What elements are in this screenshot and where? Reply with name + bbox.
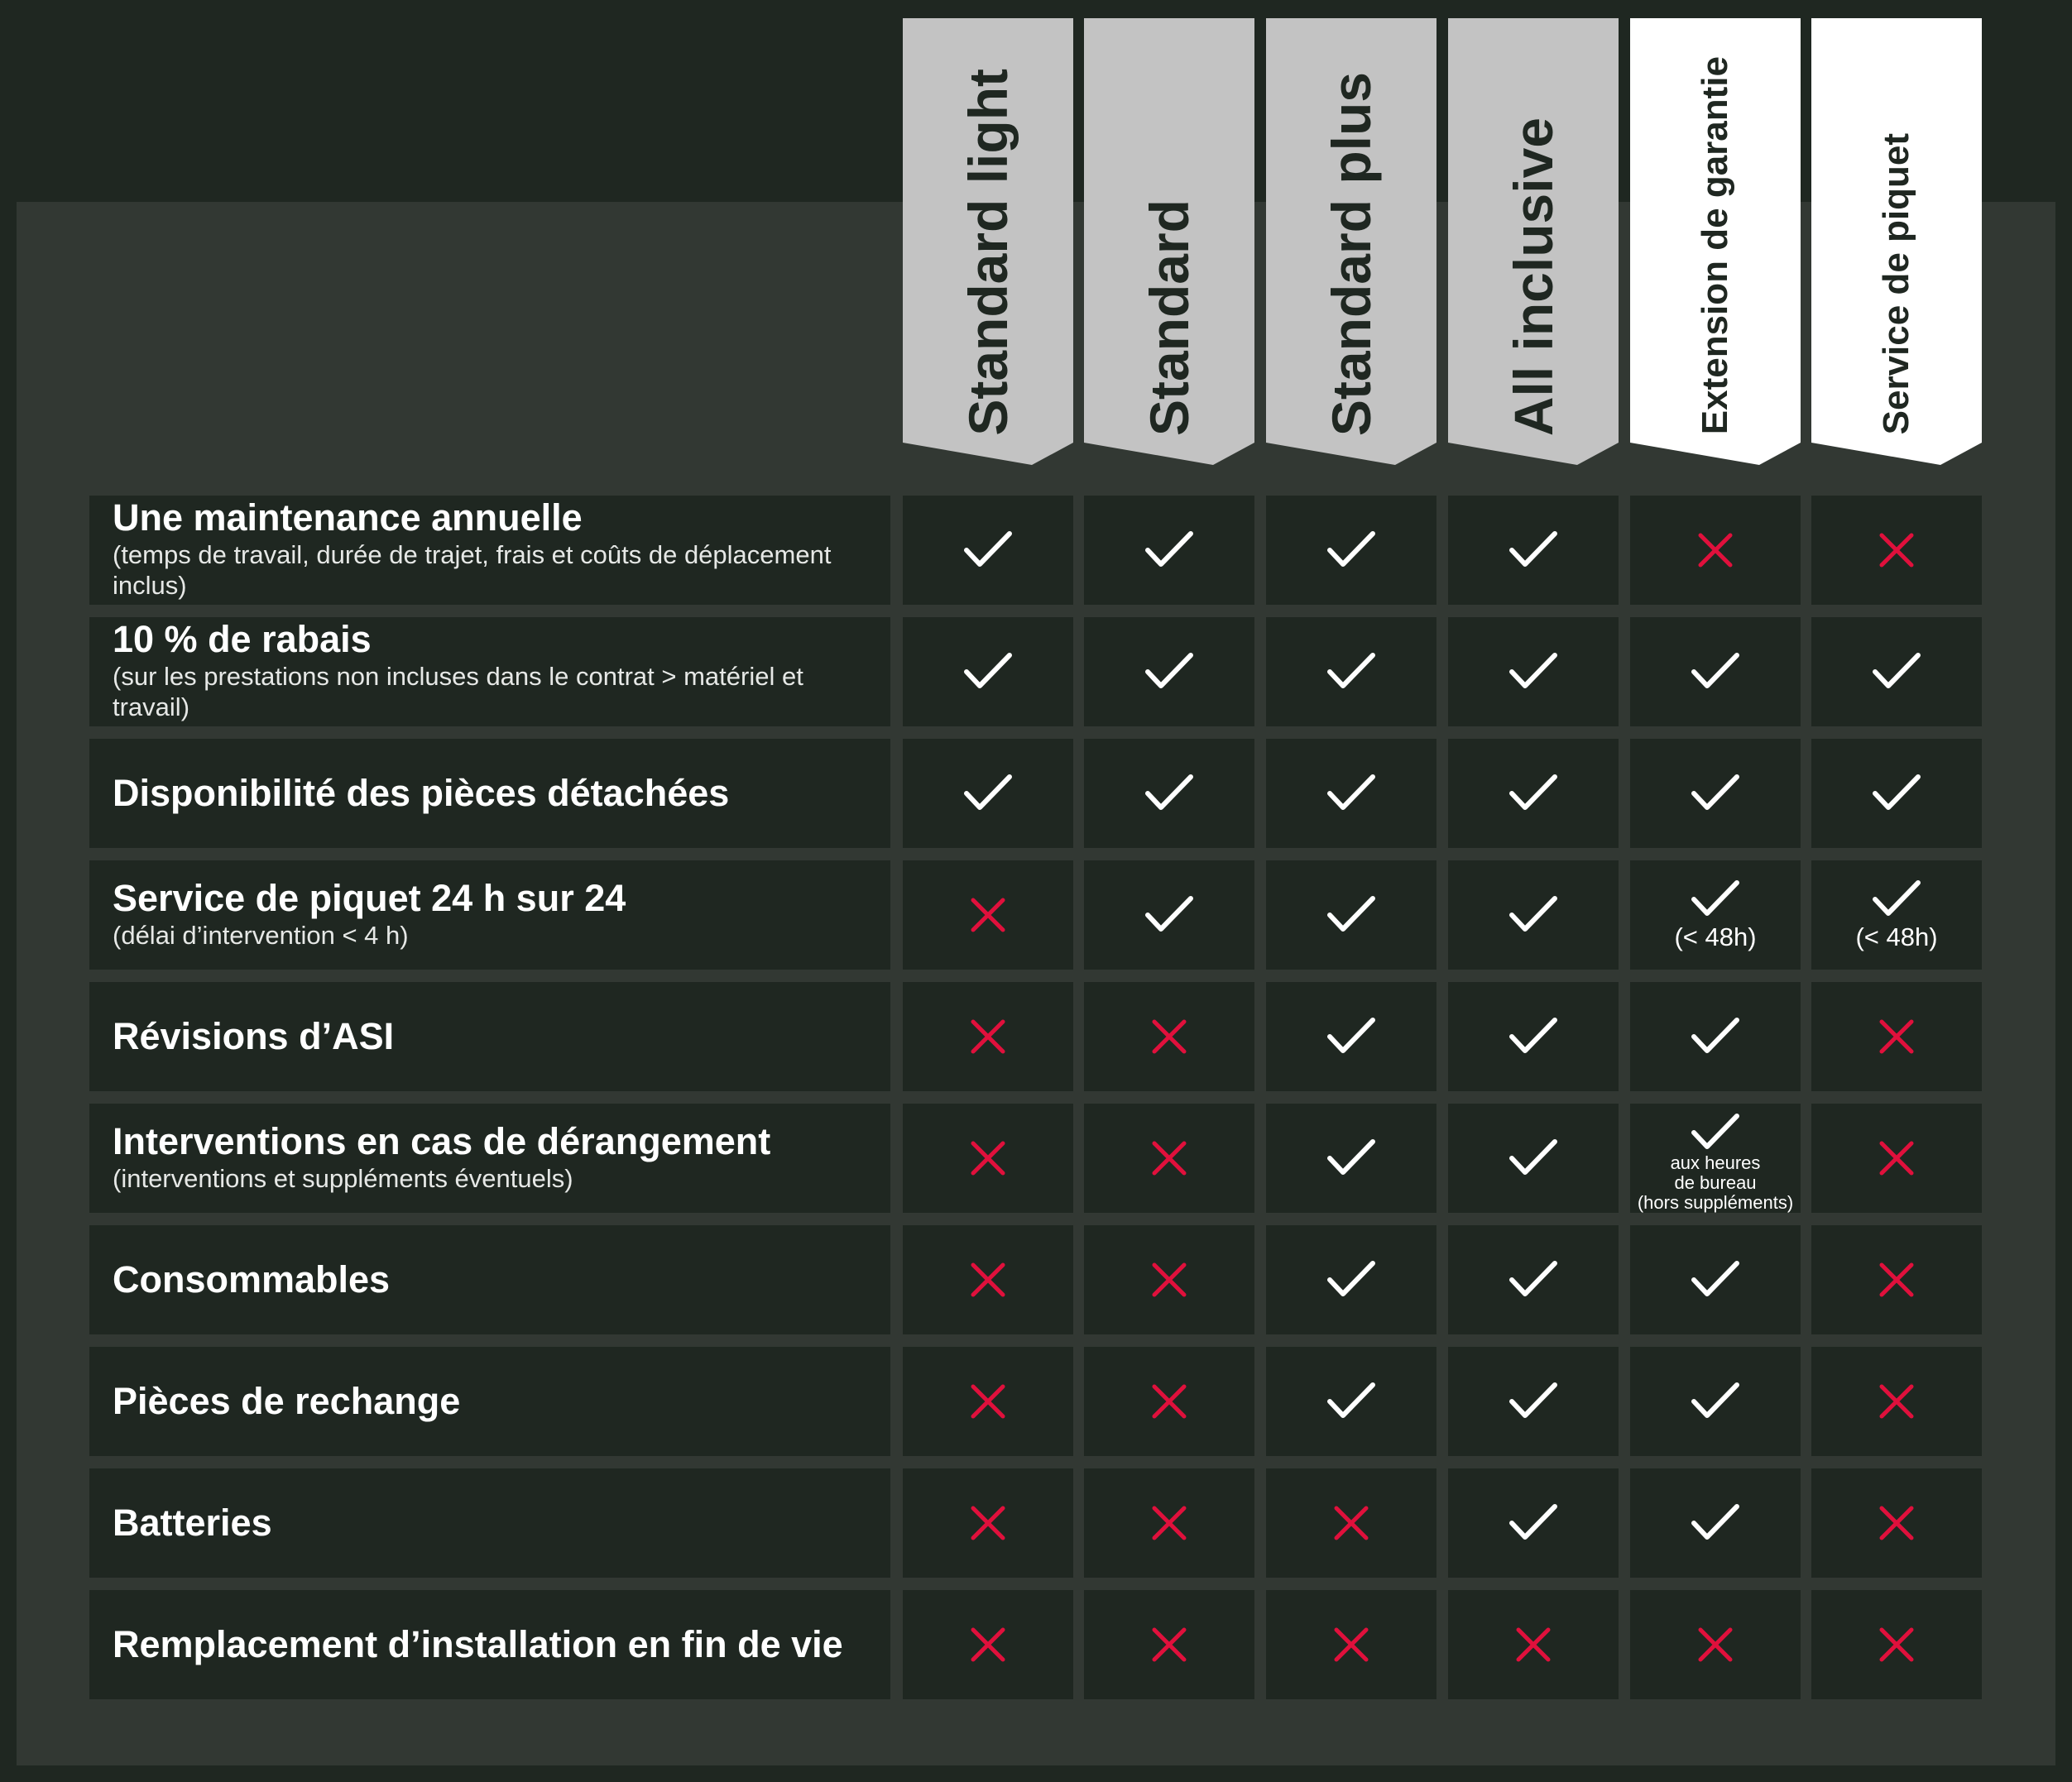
table-cell [1811,1590,1982,1699]
table-cell [903,496,1073,605]
table-cell [903,739,1073,848]
table-cell [1630,1590,1801,1699]
cross-icon [1151,1140,1187,1176]
table-cell [1266,739,1436,848]
check-icon [1691,1016,1740,1057]
row-label-une-maintenance-annuelle [89,496,890,605]
table-cell [1811,1225,1982,1334]
table-cell [903,982,1073,1091]
table-cell [1630,1225,1801,1334]
cross-icon [1151,1505,1187,1541]
cross-icon [1333,1626,1369,1663]
cross-icon [1878,1140,1915,1176]
cell-note: (< 48h) [1674,922,1757,951]
check-icon [1691,651,1740,692]
table-cell [1266,982,1436,1091]
table-cell [1084,1104,1254,1213]
table-cell [903,617,1073,726]
check-icon [963,651,1013,692]
table-cell [1448,860,1619,970]
check-icon [1326,1381,1376,1422]
column-header-extension-de-garantie [1630,18,1801,465]
check-icon [1326,1259,1376,1301]
row-subtitle: (temps de travail, durée de trajet, frais et coûts de déplacement inclus) [113,540,832,600]
column-header-standard-light [903,18,1073,465]
table-cell [1266,1225,1436,1334]
check-icon [1326,773,1376,814]
check-icon [1144,773,1194,814]
check-icon [1508,529,1558,571]
table-cell [1630,1347,1801,1456]
row-subtitle: (interventions et suppléments éventuels) [113,1163,573,1193]
row-label-batteries [89,1468,890,1578]
cell-note: (< 48h) [1855,922,1938,951]
table-cell [903,1468,1073,1578]
table-cell [1448,496,1619,605]
cross-icon [1151,1626,1187,1663]
cross-icon [1333,1505,1369,1541]
table-cell [1630,496,1801,605]
table-cell [1448,982,1619,1091]
table-cell [1084,739,1254,848]
cross-icon [970,897,1006,933]
cross-icon [1878,1262,1915,1298]
cell-note-line: aux heures [1670,1152,1761,1173]
row-title: Consommables [113,1258,391,1301]
cross-icon [1878,1383,1915,1420]
check-icon [1508,651,1558,692]
row-label-interventions-en-cas-de-derangement [89,1104,890,1213]
table-cell [1084,860,1254,970]
check-icon [1691,1112,1740,1153]
row-label-revisions-d-asi [89,982,890,1091]
table-cell [1266,496,1436,605]
table-cell [1266,1590,1436,1699]
cross-icon [970,1018,1006,1055]
cross-icon [970,1140,1006,1176]
cross-icon [970,1505,1006,1541]
table-cell [1811,1104,1982,1213]
check-icon [1326,1016,1376,1057]
table-cell [1811,496,1982,605]
table-cell [903,1104,1073,1213]
table-cell [1811,617,1982,726]
row-label-consommables [89,1225,890,1334]
table-cell [1448,1225,1619,1334]
row-title: Interventions en cas de dérangement [113,1119,771,1162]
cross-icon [1151,1383,1187,1420]
table-cell [1448,1590,1619,1699]
column-header-label: Standard light [957,69,1019,436]
row-label-10-de-rabais [89,617,890,726]
check-icon [963,529,1013,571]
cross-icon [1697,1626,1734,1663]
cross-icon [1697,532,1734,568]
table-cell [1630,739,1801,848]
column-header-label: Service de piquet [1876,132,1916,434]
column-header-standard [1084,18,1254,465]
row-title: Révisions d’ASI [113,1015,395,1057]
check-icon [1508,1138,1558,1179]
table-cell [1448,739,1619,848]
column-header-standard-plus [1266,18,1436,465]
check-icon [1508,1259,1558,1301]
table-cell [1448,1468,1619,1578]
row-label-disponibilite-des-pieces-detachees [89,739,890,848]
check-icon [1326,651,1376,692]
row-title: Une maintenance annuelle [113,496,583,539]
cell-note-line: de bureau [1674,1172,1757,1193]
check-icon [1326,894,1376,936]
check-icon [1144,529,1194,571]
column-header-label: All inclusive [1503,117,1564,436]
cross-icon [970,1383,1006,1420]
check-icon [1872,651,1921,692]
table-cell [1630,982,1801,1091]
row-title: 10 % de rabais [113,618,372,660]
row-title: Batteries [113,1502,272,1544]
table-cell [1630,1468,1801,1578]
column-header-label: Standard plus [1321,71,1382,436]
column-header-label: Standard [1139,199,1200,436]
table-cell [1266,1468,1436,1578]
table-cell [1266,617,1436,726]
check-icon [1508,1016,1558,1057]
table-cell [1448,1347,1619,1456]
check-icon [1691,879,1740,920]
check-icon [1691,1502,1740,1544]
table-cell [1630,860,1801,970]
check-icon [1326,1138,1376,1179]
check-icon [1144,651,1194,692]
cross-icon [970,1626,1006,1663]
table-cell [1266,1104,1436,1213]
table-cell [1084,1468,1254,1578]
table-cell [903,1225,1073,1334]
check-icon [1144,894,1194,936]
table-cell [1811,860,1982,970]
check-icon [1691,1381,1740,1422]
check-icon [1326,529,1376,571]
cross-icon [1878,532,1915,568]
table-cell [1266,1347,1436,1456]
row-label-remplacement-d-installation-en-fin-de-vie [89,1590,890,1699]
check-icon [1508,894,1558,936]
table-cell [903,1347,1073,1456]
column-header-all-inclusive [1448,18,1619,465]
table-cell [1630,617,1801,726]
cell-note-line: (hors suppléments) [1637,1192,1794,1213]
row-title: Remplacement d’installation en fin de vie [113,1623,843,1665]
check-icon [1872,773,1921,814]
cross-icon [1878,1626,1915,1663]
table-cell [1811,982,1982,1091]
check-icon [1691,773,1740,814]
check-icon [1508,1502,1558,1544]
table-cell [903,1590,1073,1699]
table-cell [1084,1225,1254,1334]
check-icon [1508,773,1558,814]
table-cell [1084,1590,1254,1699]
check-icon [1691,1259,1740,1301]
row-title: Disponibilité des pièces détachées [113,772,730,814]
cross-icon [1878,1018,1915,1055]
row-title: Service de piquet 24 h sur 24 [113,876,626,919]
table-cell [1448,1104,1619,1213]
cross-icon [1151,1262,1187,1298]
row-subtitle: (délai d’intervention < 4 h) [113,920,409,950]
table-cell [1084,617,1254,726]
table-cell [1266,860,1436,970]
table-cell [903,860,1073,970]
row-label-service-de-piquet-24-h-sur-24 [89,860,890,970]
table-cell [1448,617,1619,726]
table-cell [1811,739,1982,848]
cross-icon [1515,1626,1552,1663]
cross-icon [1151,1018,1187,1055]
cross-icon [1878,1505,1915,1541]
cross-icon [970,1262,1006,1298]
column-header-service-de-piquet [1811,18,1982,465]
table-cell [1811,1468,1982,1578]
row-label-pieces-de-rechange [89,1347,890,1456]
row-title: Pièces de rechange [113,1380,461,1422]
row-subtitle: (sur les prestations non incluses dans le contrat > matériel et travail) [113,662,803,721]
table-cell [1811,1347,1982,1456]
column-header-label: Extension de garantie [1695,55,1735,434]
table-cell [1084,1347,1254,1456]
table-cell [1630,1104,1801,1213]
table-cell [1084,982,1254,1091]
table-cell [1084,496,1254,605]
check-icon [1508,1381,1558,1422]
check-icon [1872,879,1921,920]
check-icon [963,773,1013,814]
